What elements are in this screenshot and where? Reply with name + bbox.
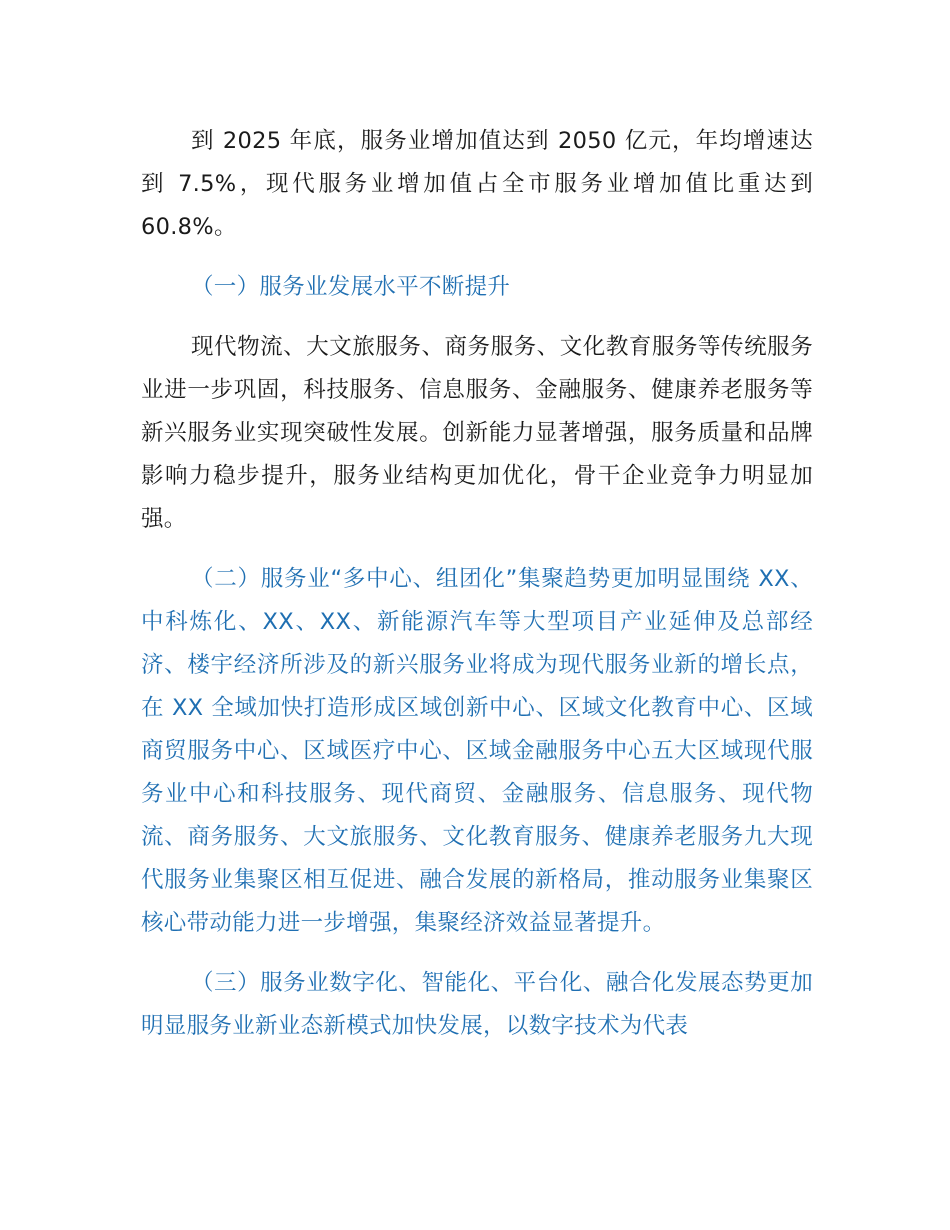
section-2-clustering: （二）服务业“多中心、组团化”集聚趋势更加明显围绕 XX、中科炼化、XX、XX、新能源汽车等大型项目产业延伸及总部经济、楼宇经济所涉及的新兴服务业将成为现代服务业新的增长点，在 XX 全域加快打造形成区域创新中心、区域文化教育中心、区域商贸服务中心、区域医疗中心、区域金融服务中心五大区域现代服务业中心和科技服务、现代商贸、金融服务、信息服务、现代物流、商务服务、大文旅服务、文化教育服务、健康养老服务九大现代服务业集聚区相互促进、融合发展的新格局，推动服务业集聚区核心带动能力进一步增强，集聚经济效益显著提升。 [141, 566, 813, 936]
document-body [141, 120, 813, 1065]
paragraph-targets-2025: 到 2025 年底，服务业增加值达到 2050 亿元，年均增速达到 7.5%，现代服务业增加值占全市服务业增加值比重达到 60.8%。 [141, 128, 813, 240]
paragraph-development-level: 现代物流、大文旅服务、商务服务、文化教育服务等传统服务业进一步巩固，科技服务、信息服务、金融服务、健康养老服务等新兴服务业实现突破性发展。创新能力显著增强，服务质量和品牌影响力稳步提升，服务业结构更加优化，骨干企业竞争力明显加强。 [141, 334, 813, 532]
section-heading-1: （一）服务业发展水平不断提升 [191, 274, 511, 300]
section-3-digitalization: （三）服务业数字化、智能化、平台化、融合化发展态势更加明显服务业新业态新模式加快发展，以数字技术为代表 [141, 970, 813, 1039]
